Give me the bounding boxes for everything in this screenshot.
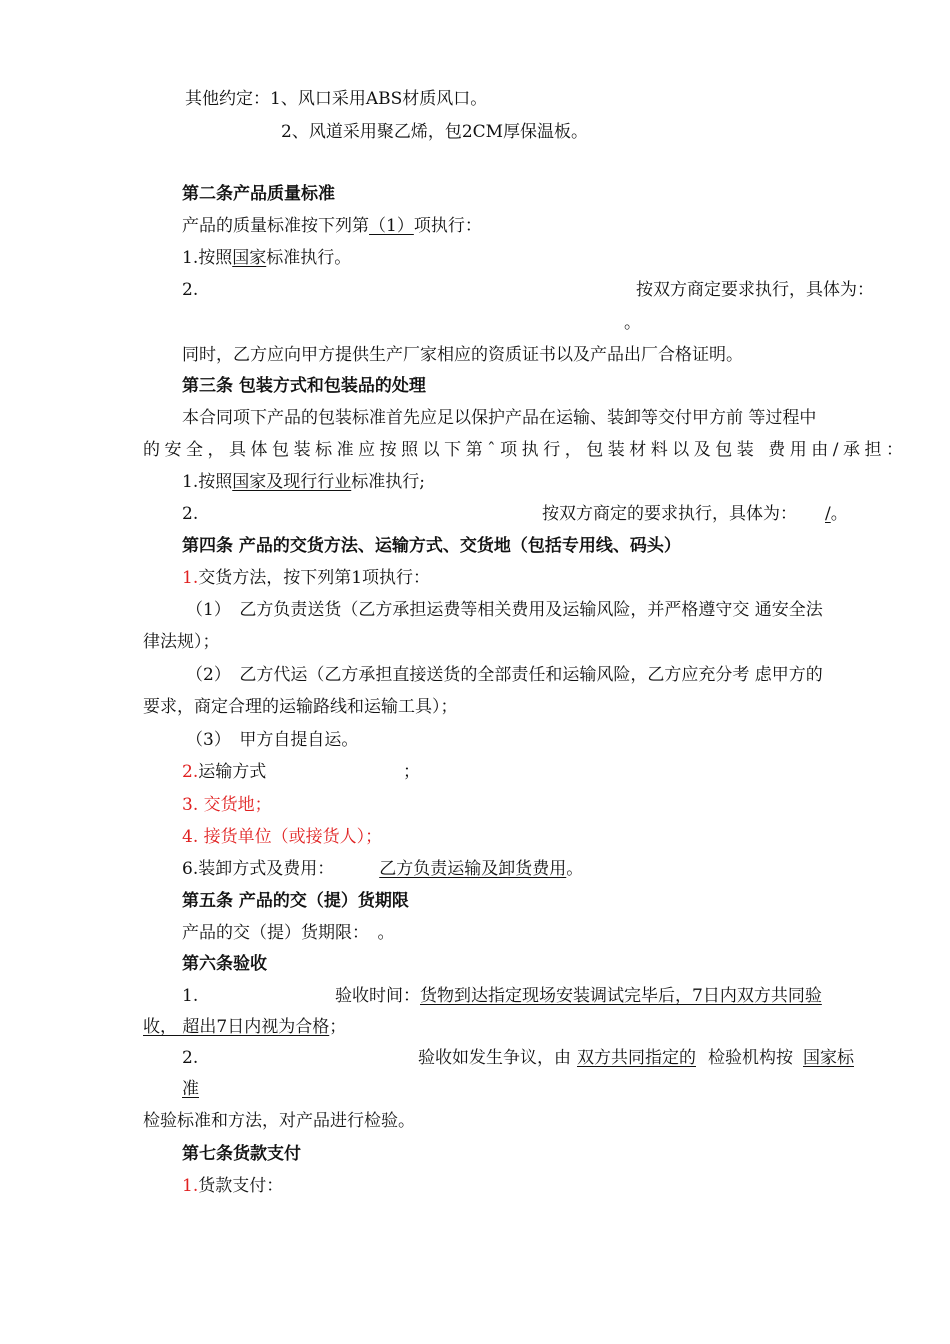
text: 产品的质量标准按下列第	[182, 216, 369, 236]
article-2-title: 第二条产品质量标准	[182, 184, 335, 204]
underlined-value: 准	[182, 1079, 199, 1099]
text: 货款支付：	[198, 1176, 284, 1196]
text: 标准执行;	[351, 472, 425, 492]
text: 运输方式	[198, 762, 267, 782]
article-4-item-3: 3. 交货地；	[182, 795, 272, 815]
underlined-value: 收， 超出7日内视为合格	[143, 1017, 330, 1037]
other-terms-line-2: 2、风道采用聚乙烯，包2CM厚保温板。	[281, 122, 589, 142]
article-5-delivery-term: 产品的交（提）货期限： 。	[182, 923, 395, 943]
text: 标准执行。	[266, 248, 352, 268]
article-2-item-1	[182, 247, 351, 269]
article-2-item-2-number: 2.	[182, 280, 199, 300]
article-7-title: 第七条货款支付	[182, 1144, 301, 1164]
article-6-item-1-number: 1.	[182, 986, 199, 1006]
article-6-item-2-line-3: 检验标准和方法，对产品进行检验。	[143, 1111, 415, 1131]
text: 按双方商定的要求执行，具体为：	[542, 504, 797, 524]
underlined-value: 货物到达指定现场安装调试完毕后，7日内双方共同验	[420, 986, 822, 1006]
article-6-item-2-line-2	[182, 1078, 199, 1100]
text: 检验机构按	[708, 1048, 793, 1068]
text: 验收如发生争议，由	[418, 1048, 571, 1068]
text: 。	[566, 859, 584, 879]
article-4-option-1-line-1: （1） 乙方负责送货（乙方承担运费等相关费用及运输风险，并严格遵守交 通安全法	[186, 600, 823, 620]
article-2-quality-clause	[182, 215, 482, 237]
article-3-item-2-text	[542, 503, 848, 525]
text: 6.装卸方式及费用：	[182, 859, 335, 879]
article-6-item-1-line-2	[143, 1016, 346, 1038]
article-3-item-1	[182, 471, 425, 493]
text: 1.按照	[182, 472, 233, 492]
text: 。	[830, 504, 848, 524]
article-4-option-1-line-2: 律法规）；	[143, 632, 220, 652]
article-3-paragraph-line-2: 的安全，具体包装标准应按照以下第ˆ项执行，包装材料以及包装 费用由/承担：	[143, 440, 903, 460]
underlined-value: 国家标	[803, 1048, 854, 1068]
text: ；	[329, 1017, 347, 1037]
underlined-value: （1）	[369, 216, 414, 236]
article-6-item-1-line-1	[335, 985, 822, 1007]
item-number: 2.	[182, 762, 199, 782]
article-2-item-2-text: 按双方商定要求执行，具体为：	[636, 280, 874, 300]
item-number: 1.	[182, 568, 199, 588]
text: 交货方法，按下列第1项执行：	[198, 568, 431, 588]
article-2-item-2-end: 。	[624, 313, 641, 333]
article-4-item-2-end: ；	[403, 762, 420, 782]
article-7-item-1	[182, 1175, 283, 1197]
underlined-value: 双方共同指定的	[577, 1048, 696, 1068]
article-4-option-2-line-1: （2） 乙方代运（乙方承担直接送货的全部责任和运输风险，乙方应充分考 虑甲方的	[186, 665, 823, 685]
article-6-item-2-number: 2.	[182, 1048, 199, 1068]
article-3-paragraph-line-1: 本合同项下产品的包装标准首先应足以保护产品在运输、装卸等交付甲方前 等过程中	[182, 408, 817, 428]
other-terms-line-1: 其他约定：1、风口采用ABS材质风口。	[185, 89, 488, 109]
article-3-title: 第三条 包装方式和包装品的处理	[182, 376, 426, 396]
underlined-value: 国家及现行行业	[232, 472, 352, 492]
article-2-certificate-line: 同时，乙方应向甲方提供生产厂家相应的资质证书以及产品出厂合格证明。	[182, 345, 743, 365]
article-3-item-2-number: 2.	[182, 504, 199, 524]
text: 1.按照	[182, 248, 233, 268]
article-6-item-2-line-1	[418, 1047, 854, 1069]
article-4-title: 第四条 产品的交货方法、运输方式、交货地（包括专用线、码头）	[182, 536, 681, 556]
article-5-title: 第五条 产品的交（提）货期限	[182, 891, 409, 911]
article-6-title: 第六条验收	[182, 954, 267, 974]
article-4-item-2	[182, 761, 266, 783]
article-4-item-1	[182, 567, 430, 589]
item-number: 1.	[182, 1176, 199, 1196]
text: 验收时间：	[335, 986, 420, 1006]
article-4-item-4: 4. 接货单位（或接货人）；	[182, 827, 383, 847]
underlined-value: 乙方负责运输及卸货费用	[379, 859, 567, 879]
article-4-option-2-line-2: 要求，商定合理的运输路线和运输工具）；	[143, 697, 458, 717]
article-4-option-3: （3） 甲方自提自运。	[186, 730, 359, 750]
underlined-value: 国家	[232, 248, 267, 268]
underlined-value: /	[825, 504, 831, 524]
article-4-item-6	[182, 858, 583, 880]
text: 项执行：	[413, 216, 482, 236]
